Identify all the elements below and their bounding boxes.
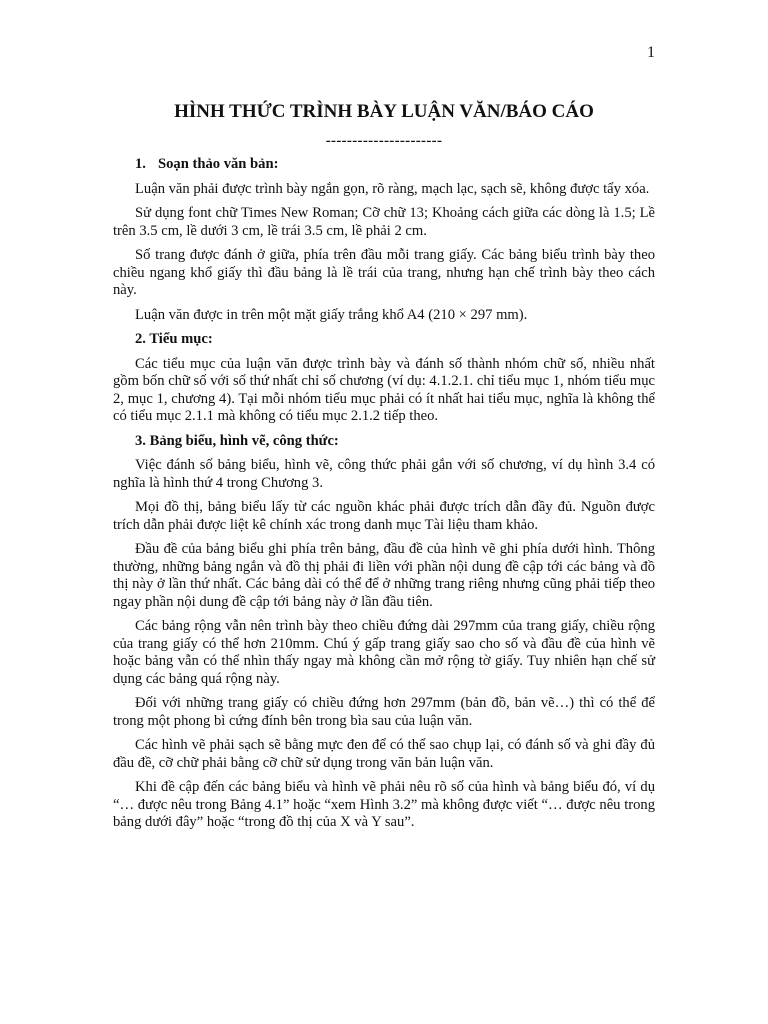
section-heading-2 [113, 331, 655, 349]
section-heading-text-2: 2. Tiểu mục: [135, 331, 213, 347]
document-body [113, 100, 655, 839]
section-heading-3 [113, 433, 655, 451]
paragraph: Các bảng rộng vẫn nên trình bày theo chiều đứng dài 297mm của trang giấy, chiều rộng của trang giấy có thể hơn 210mm. Chú ý gấp trang giấy sao cho số và đầu đề của hình vẽ hoặc bảng vẫn có thể nhìn thấy ngay mà không cần mở rộng tờ giấy. Tuy nhiên hạn chế sử dụng các bảng quá rộng này. [113, 618, 655, 687]
paragraph: Luận văn phải được trình bày ngắn gọn, rõ ràng, mạch lạc, sạch sẽ, không được tẩy xóa. [135, 180, 650, 197]
page-number: 1 [647, 44, 655, 61]
paragraph: Luận văn được in trên một mặt giấy trắng khổ A4 (210 × 297 mm). [135, 306, 528, 323]
paragraph: Việc đánh số bảng biểu, hình vẽ, công thức phải gắn với số chương, ví dụ hình 3.4 có nghĩa là hình thứ 4 trong Chương 3. [113, 457, 655, 491]
title-divider: ---------------------- [325, 133, 443, 149]
paragraph: Khi đề cập đến các bảng biểu và hình vẽ phải nêu rõ số của hình và bảng biểu đó, ví dụ “… được nêu trong Bảng 4.1” hoặc “xem Hình 3.2” mà không được viết “… được nêu trong bảng dưới đây” hoặc “trong đồ thị của X và Y sau”. [113, 779, 655, 830]
paragraph: Đối với những trang giấy có chiều đứng hơn 297mm (bản đồ, bản vẽ…) thì có thể để trong một phong bì cứng đính bên trong bìa sau của luận văn. [113, 695, 655, 729]
paragraph: Sử dụng font chữ Times New Roman; Cỡ chữ 13; Khoảng cách giữa các dòng là 1.5; Lề trên 3.5 cm, lề dưới 3 cm, lề trái 3.5 cm, lề phải 2 cm. [113, 205, 655, 239]
paragraph: Các hình vẽ phải sạch sẽ bằng mực đen để có thể sao chụp lại, có đánh số và ghi đầy đủ đầu đề, cỡ chữ phải bằng cỡ chữ sử dụng trong văn bản luận văn. [113, 737, 655, 771]
paragraph: Mọi đồ thị, bảng biểu lấy từ các nguồn khác phải được trích dẫn đầy đủ. Nguồn được trích dẫn phải được liệt kê chính xác trong danh mục Tài liệu tham khảo. [113, 499, 655, 533]
document-title: HÌNH THỨC TRÌNH BÀY LUẬN VĂN/BÁO CÁO [174, 101, 594, 122]
paragraph: Các tiểu mục của luận văn được trình bày và đánh số thành nhóm chữ số, nhiều nhất gồm bốn chữ số với số thứ nhất chỉ số chương (ví dụ: 4.1.2.1. chỉ tiểu mục 1, nhóm tiểu mục 2, mục 1, chương 4). Tại mỗi nhóm tiểu mục phải có ít nhất hai tiểu mục, nghĩa là không thể có tiểu mục 2.1.1 mà không có tiểu mục 2.1.2 tiếp theo. [113, 355, 655, 424]
section-heading-text-3: 3. Bảng biểu, hình vẽ, công thức: [135, 432, 339, 449]
section-heading-1 [113, 156, 655, 174]
section-number-1: 1. [135, 156, 146, 172]
paragraph: Đầu đề của bảng biểu ghi phía trên bảng, đầu đề của hình vẽ ghi phía dưới hình. Thông thường, những bảng ngắn và đồ thị phải đi liền với phần nội dung đề cập tới các bảng và đồ thị này ở lần thứ nhất. Các bảng dài có thể để ở những trang riêng nhưng cũng phải tiếp theo ngay phần nội dung đề cập tới bảng này ở lần đầu tiên. [113, 541, 655, 610]
section-heading-text-1: Soạn thảo văn bản: [158, 156, 279, 172]
paragraph: Số trang được đánh ở giữa, phía trên đầu mỗi trang giấy. Các bảng biểu trình bày theo chiều ngang khổ giấy thì đầu bảng là lề trái của trang, nhưng hạn chế trình bày theo cách này. [113, 247, 655, 298]
